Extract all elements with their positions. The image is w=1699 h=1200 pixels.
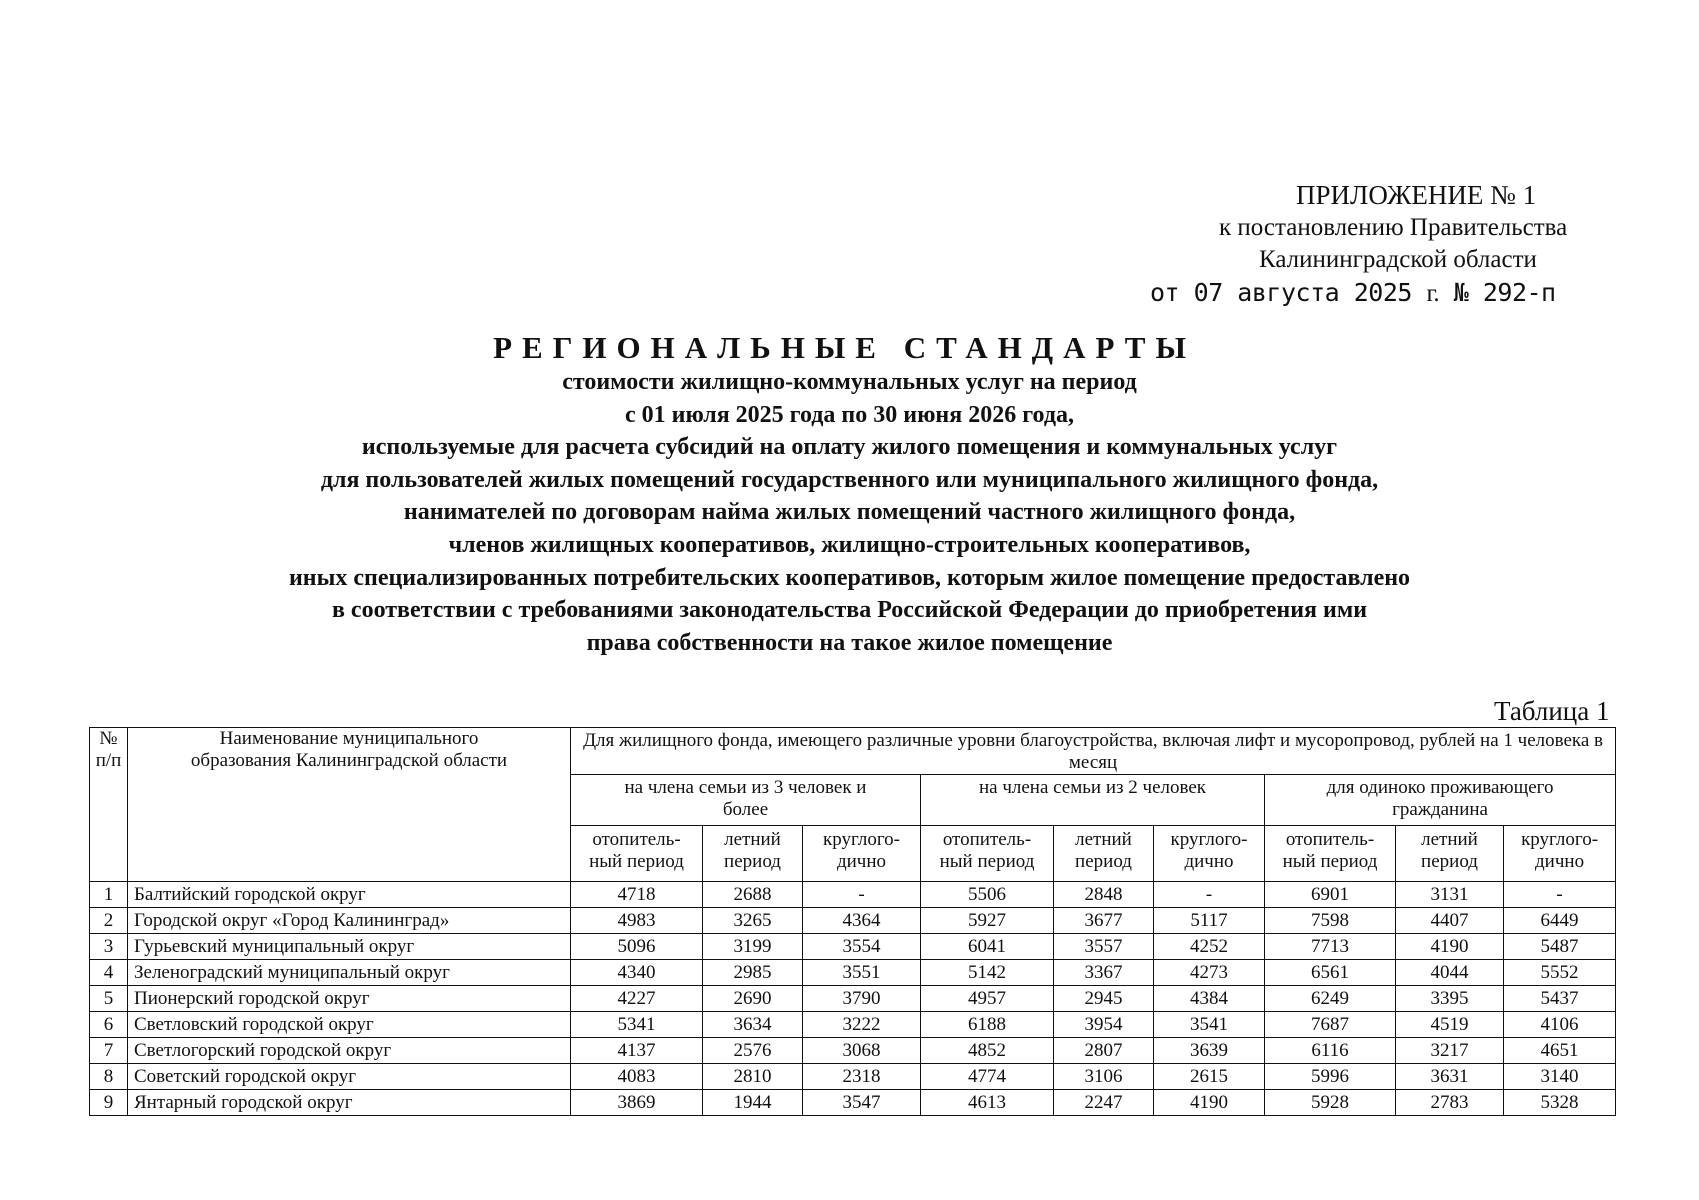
value-cell: 5341 xyxy=(571,1012,703,1038)
annex-year-suffix: г. xyxy=(1426,280,1440,307)
value-cell: 3634 xyxy=(703,1012,803,1038)
table-caption: Таблица 1 xyxy=(1494,696,1610,726)
value-cell: 5506 xyxy=(921,882,1054,908)
value-cell: 3547 xyxy=(803,1090,921,1116)
annex-header xyxy=(0,0,1699,320)
value-cell: 2848 xyxy=(1054,882,1154,908)
value-cell: 3367 xyxy=(1054,960,1154,986)
value-cell: 2576 xyxy=(703,1038,803,1064)
annex-region: Калининградской области xyxy=(1259,246,1537,273)
value-cell: - xyxy=(1154,882,1265,908)
value-cell: 5487 xyxy=(1504,934,1616,960)
header-heating: отопитель- ный период xyxy=(1265,826,1396,882)
value-cell: 5996 xyxy=(1265,1064,1396,1090)
value-cell: 4519 xyxy=(1396,1012,1504,1038)
header-heating: отопитель- ный период xyxy=(571,826,703,882)
value-cell: 4957 xyxy=(921,986,1054,1012)
value-cell: 4983 xyxy=(571,908,703,934)
municipality-name: Гурьевский муниципальный округ xyxy=(128,934,571,960)
title-line: права собственности на такое жилое помещение xyxy=(586,629,1113,656)
value-cell: 6449 xyxy=(1504,908,1616,934)
value-cell: 3639 xyxy=(1154,1038,1265,1064)
table-row xyxy=(90,1090,1616,1116)
value-cell: 7598 xyxy=(1265,908,1396,934)
value-cell: 1944 xyxy=(703,1090,803,1116)
value-cell: 3106 xyxy=(1054,1064,1154,1090)
value-cell: 2688 xyxy=(703,882,803,908)
annex-reference: к постановлению Правительства xyxy=(1219,214,1568,241)
title-line: иных специализированных потребительских кооперативов, которым жилое помещение предоставлено xyxy=(288,564,1411,591)
value-cell: 5096 xyxy=(571,934,703,960)
municipality-name: Янтарный городской округ xyxy=(128,1090,571,1116)
value-cell: 4852 xyxy=(921,1038,1054,1064)
value-cell: 3140 xyxy=(1504,1064,1616,1090)
title-line: в соответствии с требованиями законодательства Российской Федерации до приобретения ими xyxy=(331,597,1368,624)
annex-date: от 07 августа 2025 xyxy=(1150,278,1412,307)
municipality-name: Светлогорский городской округ xyxy=(128,1038,571,1064)
value-cell: 4273 xyxy=(1154,960,1265,986)
value-cell: 4364 xyxy=(803,908,921,934)
value-cell: 3265 xyxy=(703,908,803,934)
municipality-name: Городской округ «Город Калининград» xyxy=(128,908,571,934)
value-cell: 7713 xyxy=(1265,934,1396,960)
header-family-2: на члена семьи из 2 человек xyxy=(921,775,1265,826)
value-cell: 4083 xyxy=(571,1064,703,1090)
header-row-group xyxy=(90,728,1616,775)
value-cell: 6249 xyxy=(1265,986,1396,1012)
value-cell: 4190 xyxy=(1154,1090,1265,1116)
value-cell: 5552 xyxy=(1504,960,1616,986)
value-cell: 3131 xyxy=(1396,882,1504,908)
value-cell: 2318 xyxy=(803,1064,921,1090)
row-number: 9 xyxy=(90,1090,128,1116)
value-cell: 4613 xyxy=(921,1090,1054,1116)
value-cell: 3068 xyxy=(803,1038,921,1064)
table-row xyxy=(90,1064,1616,1090)
value-cell: 3677 xyxy=(1054,908,1154,934)
value-cell: 6041 xyxy=(921,934,1054,960)
value-cell: 4190 xyxy=(1396,934,1504,960)
value-cell: 5928 xyxy=(1265,1090,1396,1116)
value-cell: 5117 xyxy=(1154,908,1265,934)
value-cell: 3222 xyxy=(803,1012,921,1038)
header-single: для одиноко проживающего гражданина xyxy=(1265,775,1616,826)
value-cell: 3631 xyxy=(1396,1064,1504,1090)
title-line: стоимости жилищно-коммунальных услуг на период xyxy=(562,369,1137,395)
value-cell: 4044 xyxy=(1396,960,1504,986)
value-cell: 5927 xyxy=(921,908,1054,934)
header-group: Для жилищного фонда, имеющего различные уровни благоустройства, включая лифт и мусоропровод, рублей на 1 человека в месяц xyxy=(571,728,1616,775)
table-row xyxy=(90,986,1616,1012)
header-family-3: на члена семьи из 3 человек и более xyxy=(571,775,921,826)
table-row xyxy=(90,934,1616,960)
title-line: членов жилищных кооперативов, жилищно-строительных кооперативов, xyxy=(448,531,1251,558)
row-number: 6 xyxy=(90,1012,128,1038)
annex-date-number xyxy=(1150,278,1556,308)
value-cell: 5328 xyxy=(1504,1090,1616,1116)
value-cell: 4340 xyxy=(571,960,703,986)
row-number: 3 xyxy=(90,934,128,960)
header-name: Наименование муниципального образования Калининградской области xyxy=(128,728,571,882)
header-yearround: круглого- дично xyxy=(803,826,921,882)
table-row xyxy=(90,882,1616,908)
value-cell: 3790 xyxy=(803,986,921,1012)
value-cell: 6561 xyxy=(1265,960,1396,986)
header-heating: отопитель- ный период xyxy=(921,826,1054,882)
municipality-name: Пионерский городской округ xyxy=(128,986,571,1012)
value-cell: 2810 xyxy=(703,1064,803,1090)
value-cell: 4407 xyxy=(1396,908,1504,934)
row-number: 4 xyxy=(90,960,128,986)
header-yearround: круглого- дично xyxy=(1504,826,1616,882)
title-line: для пользователей жилых помещений государственного или муниципального жилищного фонда, xyxy=(320,466,1379,493)
value-cell: 6901 xyxy=(1265,882,1396,908)
value-cell: 3554 xyxy=(803,934,921,960)
value-cell: 2783 xyxy=(1396,1090,1504,1116)
row-number: 7 xyxy=(90,1038,128,1064)
value-cell: 2690 xyxy=(703,986,803,1012)
value-cell: 2945 xyxy=(1054,986,1154,1012)
value-cell: 3541 xyxy=(1154,1012,1265,1038)
value-cell: 4227 xyxy=(571,986,703,1012)
value-cell: 4384 xyxy=(1154,986,1265,1012)
header-num: № п/п xyxy=(90,728,128,882)
value-cell: 3217 xyxy=(1396,1038,1504,1064)
header-yearround: круглого- дично xyxy=(1154,826,1265,882)
row-number: 2 xyxy=(90,908,128,934)
header-summer: летний период xyxy=(1054,826,1154,882)
row-number: 5 xyxy=(90,986,128,1012)
title-line: с 01 июля 2025 года по 30 июня 2026 года, xyxy=(625,401,1074,428)
row-number: 1 xyxy=(90,882,128,908)
document-title: РЕГИОНАЛЬНЫЕ СТАНДАРТЫ xyxy=(493,330,1196,365)
value-cell: 3954 xyxy=(1054,1012,1154,1038)
value-cell: 4252 xyxy=(1154,934,1265,960)
value-cell: - xyxy=(803,882,921,908)
value-cell: 3551 xyxy=(803,960,921,986)
title-line: нанимателей по договорам найма жилых помещений частного жилищного фонда, xyxy=(403,499,1296,526)
document-title-block xyxy=(0,330,1699,659)
value-cell: 4774 xyxy=(921,1064,1054,1090)
table-row xyxy=(90,908,1616,934)
value-cell: 4718 xyxy=(571,882,703,908)
value-cell: 5437 xyxy=(1504,986,1616,1012)
row-number: 8 xyxy=(90,1064,128,1090)
value-cell: 2807 xyxy=(1054,1038,1154,1064)
municipality-name: Зеленоградский муниципальный округ xyxy=(128,960,571,986)
municipality-name: Советский городской округ xyxy=(128,1064,571,1090)
value-cell: 6188 xyxy=(921,1012,1054,1038)
table-row xyxy=(90,1038,1616,1064)
value-cell: 3395 xyxy=(1396,986,1504,1012)
value-cell: 3557 xyxy=(1054,934,1154,960)
standards-table xyxy=(89,727,1616,1116)
value-cell: 2247 xyxy=(1054,1090,1154,1116)
municipality-name: Балтийский городской округ xyxy=(128,882,571,908)
municipality-name: Светловский городской округ xyxy=(128,1012,571,1038)
annex-number: ПРИЛОЖЕНИЕ № 1 xyxy=(1296,180,1537,210)
table-row xyxy=(90,1012,1616,1038)
value-cell: 3199 xyxy=(703,934,803,960)
annex-decree-number: № 292-п xyxy=(1453,278,1556,307)
table-row xyxy=(90,960,1616,986)
value-cell: 2615 xyxy=(1154,1064,1265,1090)
value-cell: 4651 xyxy=(1504,1038,1616,1064)
value-cell: 3869 xyxy=(571,1090,703,1116)
value-cell: 7687 xyxy=(1265,1012,1396,1038)
value-cell: 6116 xyxy=(1265,1038,1396,1064)
value-cell: 5142 xyxy=(921,960,1054,986)
value-cell: 2985 xyxy=(703,960,803,986)
value-cell: 4137 xyxy=(571,1038,703,1064)
value-cell: - xyxy=(1504,882,1616,908)
header-summer: летний период xyxy=(703,826,803,882)
title-line: используемые для расчета субсидий на оплату жилого помещения и коммунальных услуг xyxy=(361,434,1338,461)
header-summer: летний период xyxy=(1396,826,1504,882)
value-cell: 4106 xyxy=(1504,1012,1616,1038)
